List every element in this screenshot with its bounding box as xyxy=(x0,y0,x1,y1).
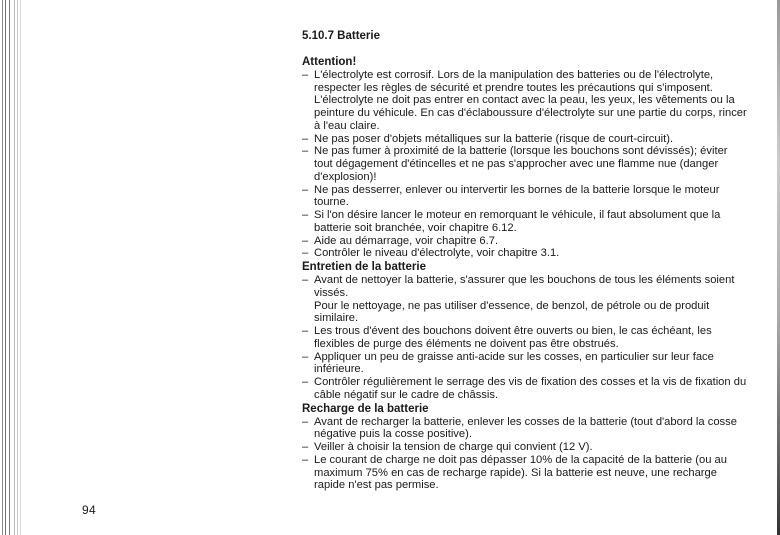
maintenance-list xyxy=(302,274,747,402)
cleaning-note: Pour le nettoyage, ne pas utiliser d'essence, de benzol, de pétrole ou de produit similaire. xyxy=(314,299,710,325)
list-item: – Avant de nettoyer la batterie, s'assurer que les bouchons de tous les éléments soient vissés. Pour le nettoyage, ne pas utiliser d'essence, de benzol, de pétrole ou de produit similaire. xyxy=(302,274,747,325)
list-item: – Avant de recharger la batterie, enlever les cosses de la batterie (tout d'abord la cosse négative puis la cosse positive). xyxy=(302,415,737,441)
list-item: – L'électrolyte est corrosif. Lors de la manipulation des batteries ou de l'électrolyte, respecter les règles de sécurité et prendre toutes les précautions qui s'imposent. L'électrolyte ne doit pas entrer en contact avec la peau, les yeux, les vêtements ou la peinture du véhicule. En cas d'éclaboussure d'électrolyte sur une partie du corps, rincer à l'eau claire. xyxy=(302,68,747,132)
list-item: – Ne pas poser d'objets métalliques sur la batterie (risque de court-circuit). xyxy=(302,132,674,145)
list-item: – Appliquer un peu de graisse anti-acide sur les cosses, en particulier sur leur face inférieure. xyxy=(302,350,714,376)
list-item: – Les trous d'évent des bouchons doivent être ouverts ou bien, le cas échéant, les flexibles de purge des éléments ne doivent pas être obstrués. xyxy=(302,325,712,350)
maintenance-heading: Entretien de la batterie xyxy=(302,261,426,273)
list-item: – Veiller à choisir la tension de charge qui convient (12 V). xyxy=(302,441,593,453)
recharge-list xyxy=(302,416,747,493)
list-item: – Ne pas desserrer, enlever ou intervertir les bornes de la batterie lorsque le moteur tourne. xyxy=(302,183,720,209)
section-title: 5.10.7 Batterie xyxy=(302,30,380,42)
list-item: – Aide au démarrage, voir chapitre 6.7. xyxy=(302,234,499,247)
recharge-heading: Recharge de la batterie xyxy=(302,402,429,415)
book-spine-shadow xyxy=(0,0,24,535)
list-item: – Contrôler régulièrement le serrage des vis de fixation des cosses et la vis de fixation du câble négatif sur le cadre de châssis. xyxy=(302,376,747,401)
page-number: 94 xyxy=(82,503,96,517)
page-content xyxy=(302,30,747,493)
list-item: – Ne pas fumer à proximité de la batterie (lorsque les bouchons sont dévissés); éviter tout dégagement d'étincelles et ne pas s'approcher avec une flamme nue (danger d'explosion)! xyxy=(302,145,728,183)
attention-heading: Attention! xyxy=(302,55,357,68)
list-item: – Le courant de charge ne doit pas dépasser 10% de la capacité de la batterie (ou au maximum 75% en cas de recharge rapide). Si la batterie est neuve, une recharge rapide n'est pas permise. xyxy=(302,453,727,492)
list-item: – Si l'on désire lancer le moteur en remorquant le véhicule, il faut absolument que la batterie soit branchée, voir chapitre 6.12. xyxy=(302,209,721,234)
list-item: – Contrôler le niveau d'électrolyte, voir chapitre 3.1. xyxy=(302,247,560,260)
attention-list xyxy=(302,69,747,260)
